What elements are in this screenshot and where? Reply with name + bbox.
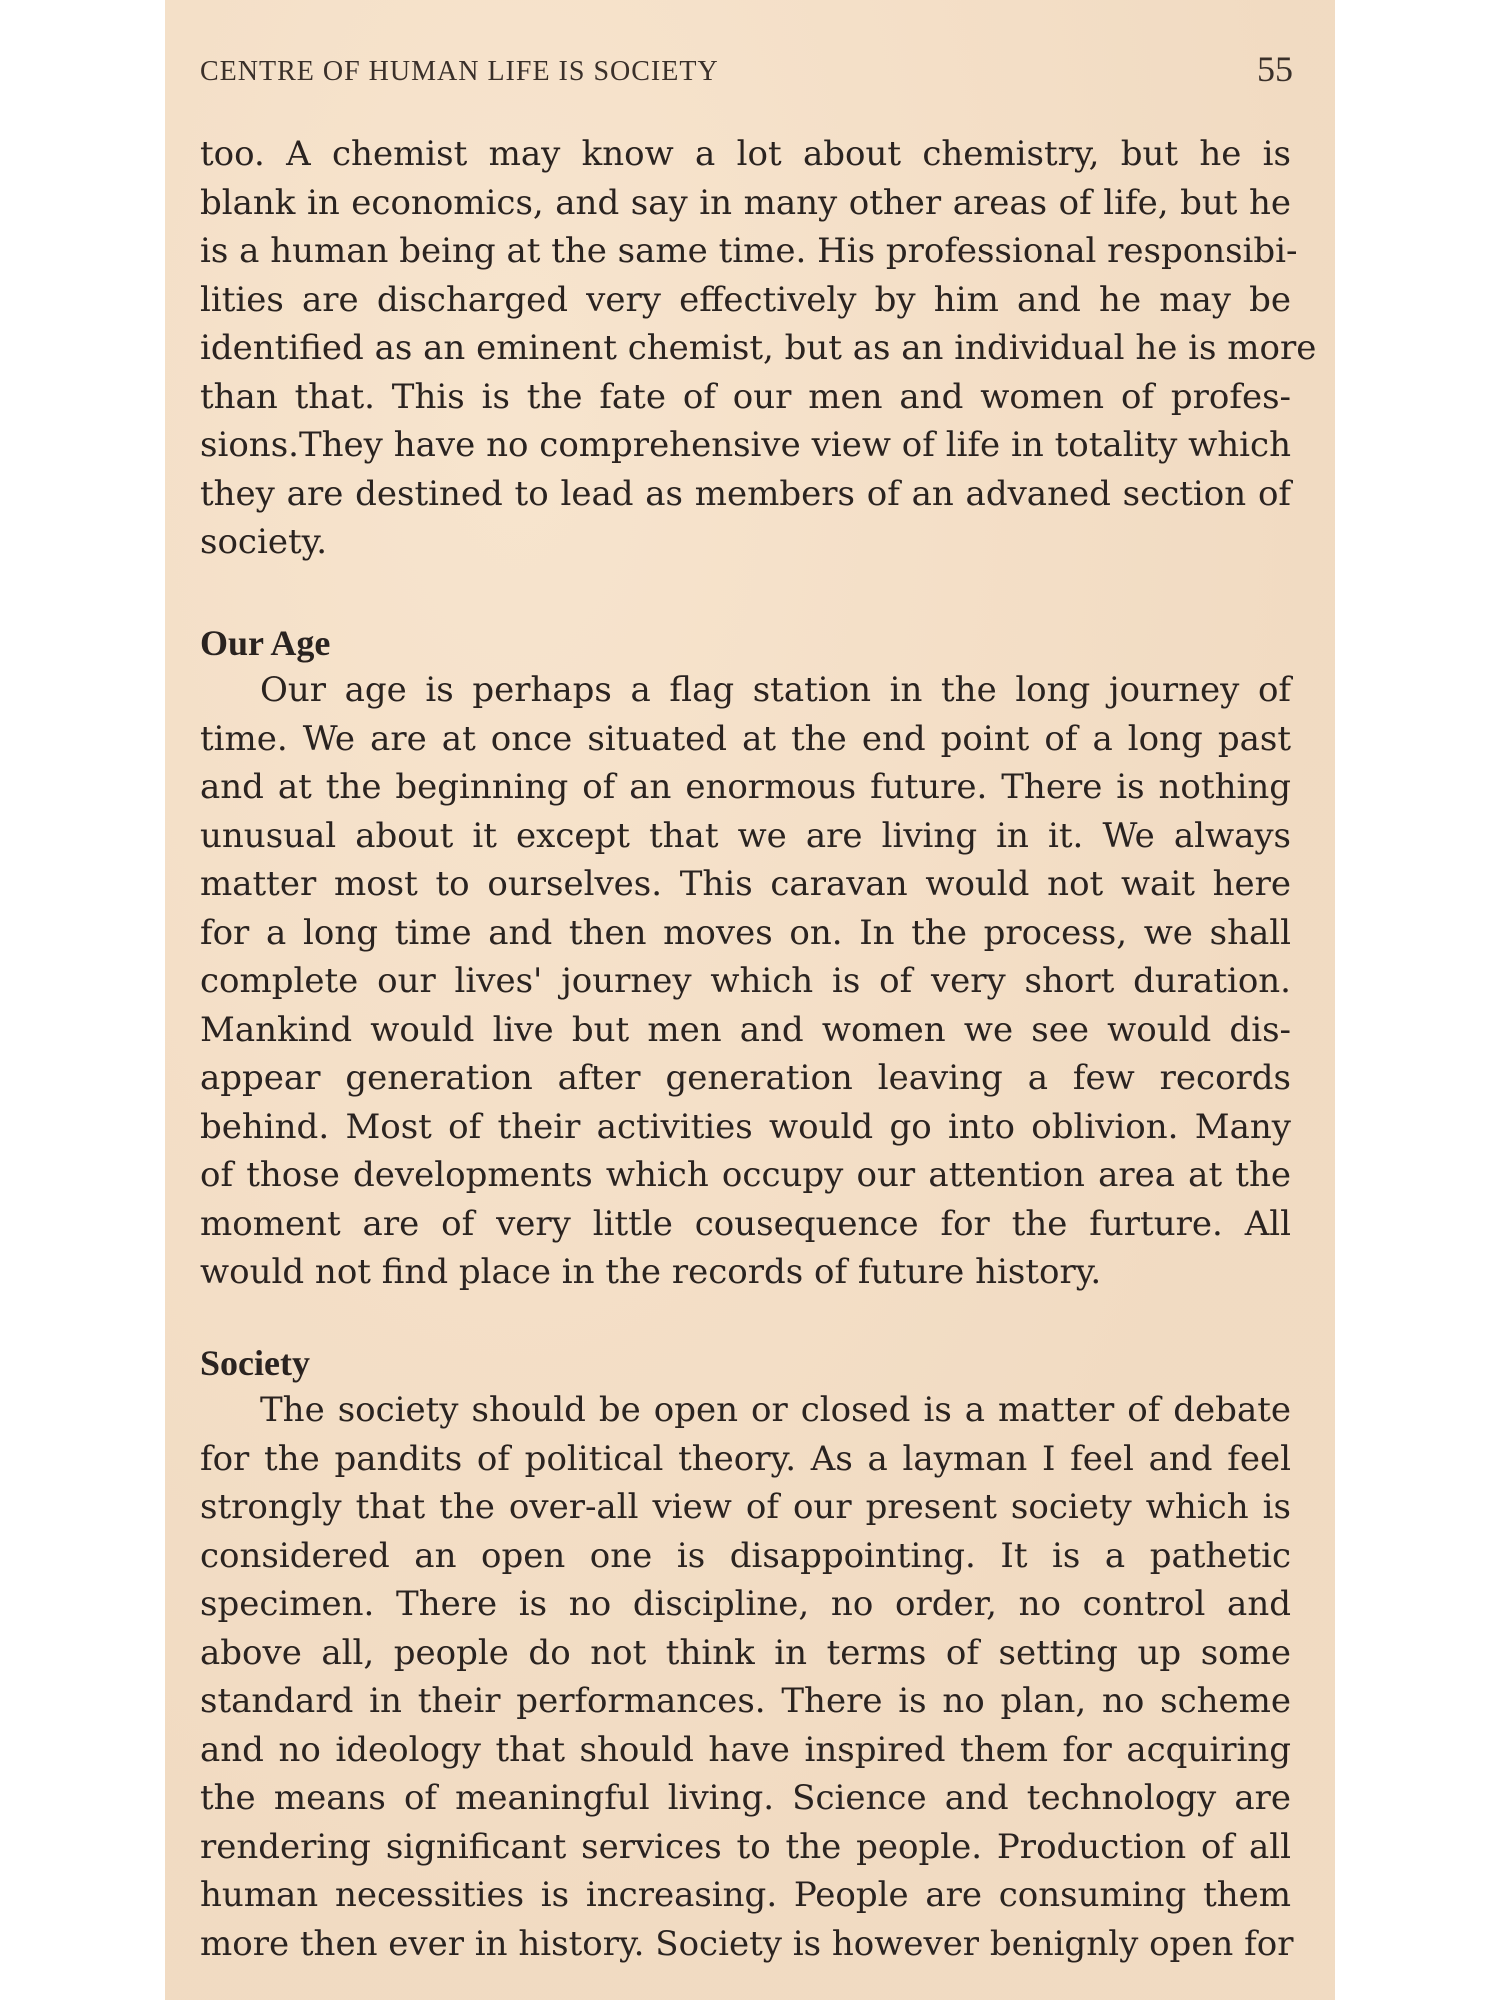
- text-line: moment are of very little cousequence for the furture. All: [200, 1203, 1291, 1244]
- intro-paragraph: [200, 130, 1317, 567]
- text-line: would not find place in the records of future history.: [200, 1252, 1102, 1292]
- section-heading-society: Society: [200, 1343, 310, 1383]
- text-line: blank in economics, and say in many other areas of life, but he: [200, 182, 1291, 223]
- text-line: matter most to ourselves. This caravan would not wait here: [200, 864, 1291, 904]
- text-line: and at the beginning of an enormous future. There is nothing: [200, 767, 1291, 807]
- text-line: Our age is perhaps a flag station in the long journey of: [260, 670, 1291, 710]
- text-line: The society should be open or closed is a matter of debate: [260, 1390, 1291, 1430]
- text-line: is a human being at the same time. His professional responsibi-: [200, 231, 1298, 271]
- text-line: too. A chemist may know a lot about chemistry, but he is: [200, 134, 1291, 174]
- text-line: and no ideology that should have inspired them for acquiring: [200, 1729, 1291, 1770]
- text-line: human necessities is increasing. People are consuming them: [200, 1875, 1291, 1915]
- text-line: more then ever in history. Society is however benignly open for: [200, 1923, 1294, 1964]
- text-line: identified as an eminent chemist, but as an individual he is more: [200, 328, 1317, 368]
- text-line: than that. This is the fate of our men and women of profes-: [200, 376, 1291, 417]
- text-line: strongly that the over-all view of our present society which is: [200, 1487, 1291, 1527]
- text-line: considered an open one is disappointing. It is a pathetic: [200, 1535, 1291, 1576]
- text-line: of those developments which occupy our attention area at the: [200, 1155, 1291, 1195]
- text-line: above all, people do not think in terms of setting up some: [200, 1632, 1291, 1673]
- text-line: lities are discharged very effectively by him and he may be: [200, 279, 1291, 320]
- text-line: sions.They have no comprehensive view of life in totality which: [200, 425, 1291, 465]
- text-line: for the pandits of political theory. As a layman I feel and feel: [200, 1438, 1291, 1479]
- text-line: specimen. There is no discipline, no order, no control and: [200, 1584, 1291, 1624]
- text-line: the means of meaningful living. Science and technology are: [200, 1778, 1291, 1818]
- text-line: Mankind would live but men and women we see would dis-: [200, 1009, 1291, 1050]
- text-line: society.: [200, 522, 328, 562]
- book-page: [165, 0, 1335, 2000]
- text-line: complete our lives' journey which is of very short duration.: [200, 961, 1291, 1001]
- text-line: they are destined to lead as members of an advaned section of: [200, 473, 1291, 514]
- section-heading-our-age: Our Age: [200, 623, 331, 663]
- text-line: behind. Most of their activities would go into oblivion. Many: [200, 1106, 1291, 1147]
- running-title: CENTRE OF HUMAN LIFE IS SOCIETY: [200, 56, 719, 87]
- text-line: time. We are at once situated at the end point of a long past: [200, 718, 1291, 759]
- text-line: rendering significant services to the people. Production of all: [200, 1826, 1291, 1867]
- text-line: appear generation after generation leaving a few records: [200, 1058, 1291, 1098]
- page-header: [200, 49, 1293, 94]
- society-section: [200, 1340, 1294, 1968]
- page-number: 55: [1257, 49, 1293, 89]
- text-line: unusual about it except that we are living in it. We always: [200, 815, 1291, 856]
- text-line: standard in their performances. There is no plan, no scheme: [200, 1681, 1291, 1721]
- our-age-section: [200, 620, 1291, 1297]
- text-line: for a long time and then moves on. In the process, we shall: [200, 912, 1291, 953]
